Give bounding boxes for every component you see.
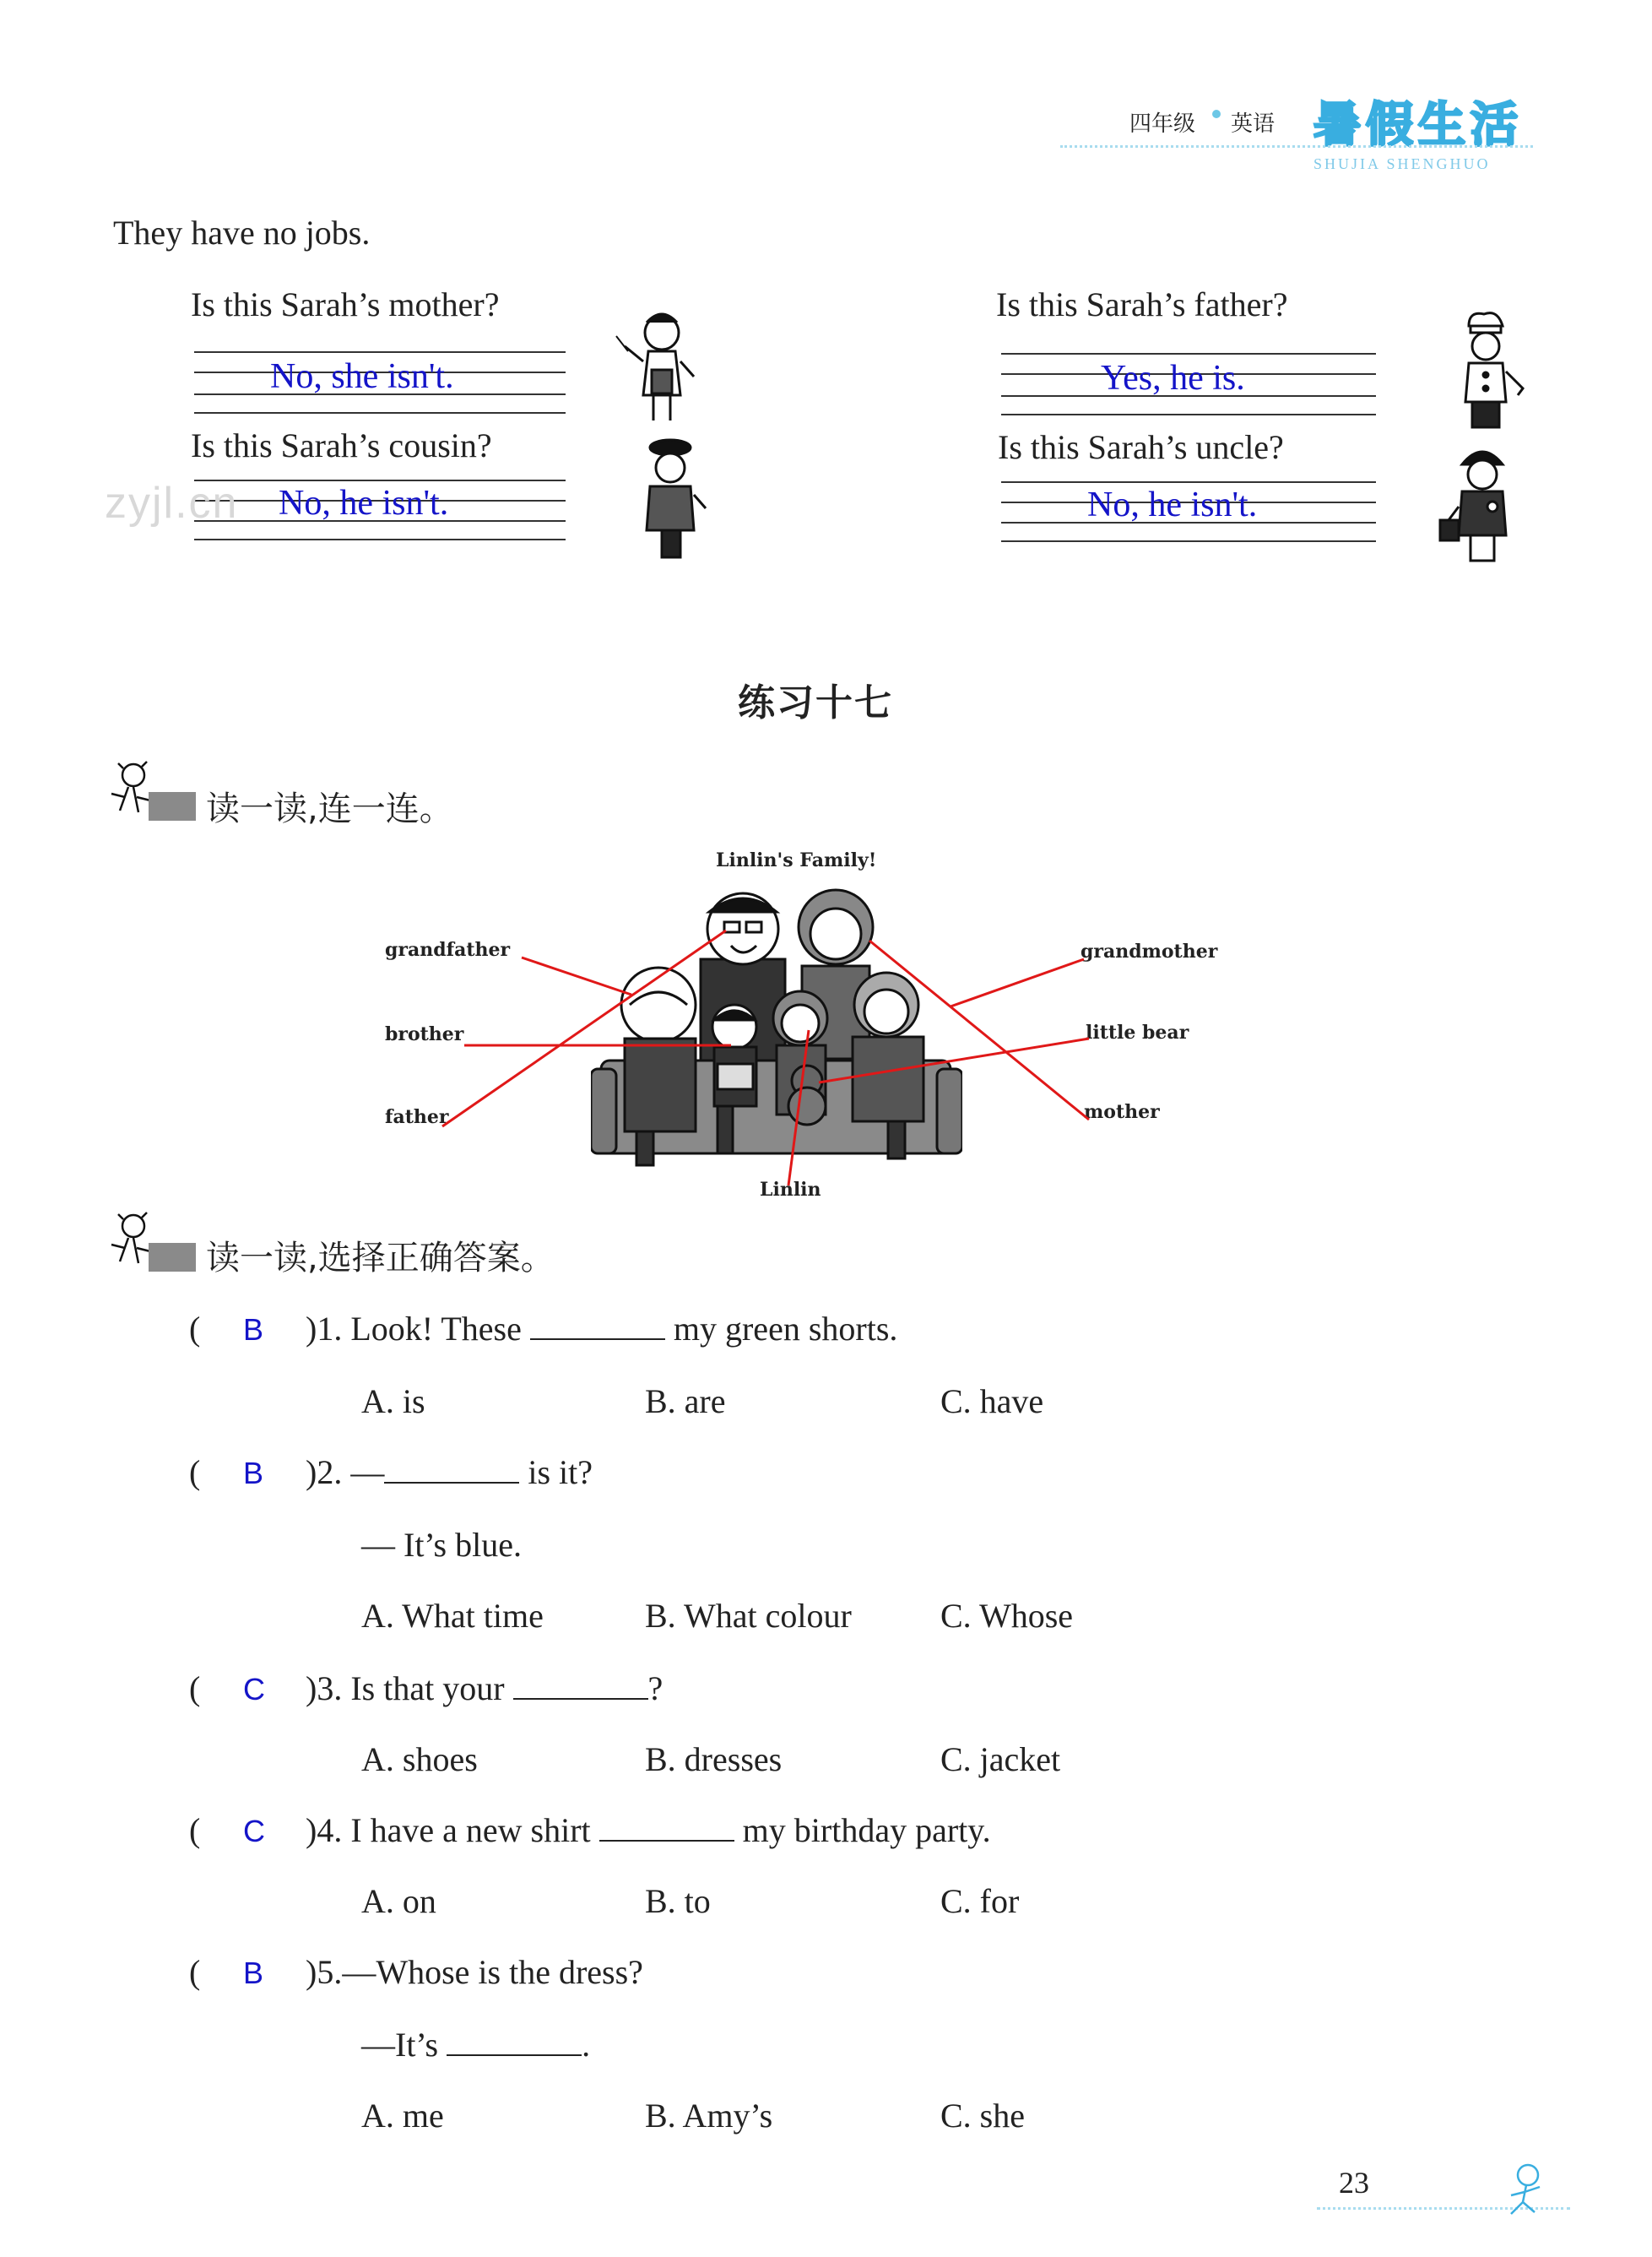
mc-3-option-b: B. dresses [645, 1740, 783, 1778]
mc-question-4 [306, 1810, 991, 1850]
mc-open-paren: ( [189, 1953, 201, 1991]
mc-text-before: —Whose is the dress? [342, 1953, 643, 1991]
family-label-grandfather: grandfather [385, 939, 511, 961]
sarah-question-3: Is this Sarah’s cousin? [191, 426, 492, 464]
sarah-answer-1: No, she isn't. [270, 357, 454, 396]
mc-question-1 [306, 1309, 897, 1348]
match-line-little-bear [819, 1039, 1089, 1082]
mc-4-option-c: C. for [940, 1882, 1020, 1920]
mc-answer-2: B [243, 1456, 264, 1490]
mc-number: )2. [306, 1453, 343, 1491]
mc-blank [599, 1815, 734, 1842]
mc-5-second-line: —It’s . [361, 2026, 591, 2064]
running-kid-icon [1503, 2162, 1553, 2221]
section-title: 练习十七 [738, 681, 893, 724]
sarah-question-4: Is this Sarah’s uncle? [998, 428, 1284, 466]
mc-text-before: I have a new shirt [350, 1811, 591, 1849]
mc-2-second-line: — It’s blue. [361, 1526, 522, 1564]
page-number: 23 [1339, 2166, 1369, 2200]
mc-answer-4: C [243, 1814, 265, 1848]
mc-5-option-c: C. she [940, 2097, 1025, 2135]
mc-2-option-b: B. What colour [645, 1597, 852, 1635]
mc-answer-3: C [243, 1672, 265, 1706]
mc-answer-1: B [243, 1312, 264, 1347]
mc-open-paren: ( [189, 1669, 201, 1707]
mc-1-option-c: C. have [940, 1382, 1044, 1420]
mc-question-3 [306, 1668, 663, 1708]
mc-text-after: ? [647, 1669, 664, 1707]
mc-text-after: is it? [528, 1453, 593, 1491]
mc-answer-5: B [243, 1956, 264, 1990]
mc-1-option-a: A. is [361, 1382, 425, 1420]
sarah-question-2: Is this Sarah’s father? [996, 285, 1288, 323]
header-subject: 英语 [1231, 111, 1276, 137]
mc-number: )3. [306, 1669, 343, 1707]
sarah-question-1: Is this Sarah’s mother? [191, 285, 500, 323]
header-logo: 暑假生活 [1313, 98, 1523, 153]
mc-text-before: Is that your [350, 1669, 505, 1707]
mc-number: )4. [306, 1811, 343, 1849]
header-grade: 四年级 [1129, 111, 1196, 137]
instruction-bar [149, 1243, 196, 1272]
mc-4-option-a: A. on [361, 1882, 436, 1920]
instruction-match: 读一读,连一连。 [206, 789, 453, 828]
mc-2-option-a: A. What time [361, 1597, 544, 1635]
sarah-answer-3: No, he isn't. [279, 484, 449, 523]
mc-5-option-b: B. Amy’s [645, 2097, 773, 2135]
match-line-father [442, 930, 726, 1126]
watermark: zyjl.cn [105, 479, 239, 528]
mc-open-paren: ( [189, 1453, 201, 1491]
sarah-answer-2: Yes, he is. [1101, 359, 1245, 398]
mc-5-option-a: A. me [361, 2097, 444, 2135]
family-label-brother: brother [385, 1023, 464, 1045]
mc-number: )1. [306, 1310, 343, 1348]
match-line-grandmother [951, 959, 1084, 1006]
family-label-father: father [385, 1106, 449, 1128]
mc-open-paren: ( [189, 1811, 201, 1849]
match-line-mother [869, 941, 1089, 1120]
sarah-answer-4: No, he isn't. [1087, 486, 1258, 524]
instruction-choose: 读一读,选择正确答案。 [206, 1239, 555, 1278]
match-line-linlin [788, 1030, 809, 1185]
mc-text-before: Look! These [350, 1310, 522, 1348]
family-label-linlin: Linlin [760, 1179, 821, 1201]
family-label-little-bear: little bear [1086, 1022, 1189, 1044]
mc-number: )5. [306, 1953, 343, 1991]
mc-blank [447, 2029, 582, 2056]
family-label-grandmother: grandmother [1081, 941, 1218, 963]
mc-3-option-c: C. jacket [940, 1740, 1061, 1778]
family-label-mother: mother [1084, 1101, 1160, 1123]
mc-open-paren: ( [189, 1310, 201, 1348]
mc-blank [384, 1457, 519, 1484]
mc-blank [513, 1673, 648, 1700]
mc-4-option-b: B. to [645, 1882, 711, 1920]
mc-question-5 [306, 1952, 643, 1992]
mc-question-2 [306, 1452, 593, 1492]
mc-blank [530, 1313, 665, 1340]
mc-5-second-line-text: —It’s [361, 2026, 439, 2064]
match-line-grandfather [522, 958, 631, 995]
family-title: Linlin's Family! [716, 849, 877, 871]
header-logo-pinyin: SHUJIA SHENGHUO [1313, 155, 1491, 172]
mc-text-after: my green shorts. [673, 1310, 898, 1348]
mc-2-option-c: C. Whose [940, 1597, 1074, 1635]
mc-3-option-a: A. shoes [361, 1740, 478, 1778]
mc-text-before: — [350, 1453, 385, 1491]
mc-1-option-b: B. are [645, 1382, 726, 1420]
intro-line: They have no jobs. [113, 214, 371, 252]
mc-text-after: my birthday party. [742, 1811, 991, 1849]
